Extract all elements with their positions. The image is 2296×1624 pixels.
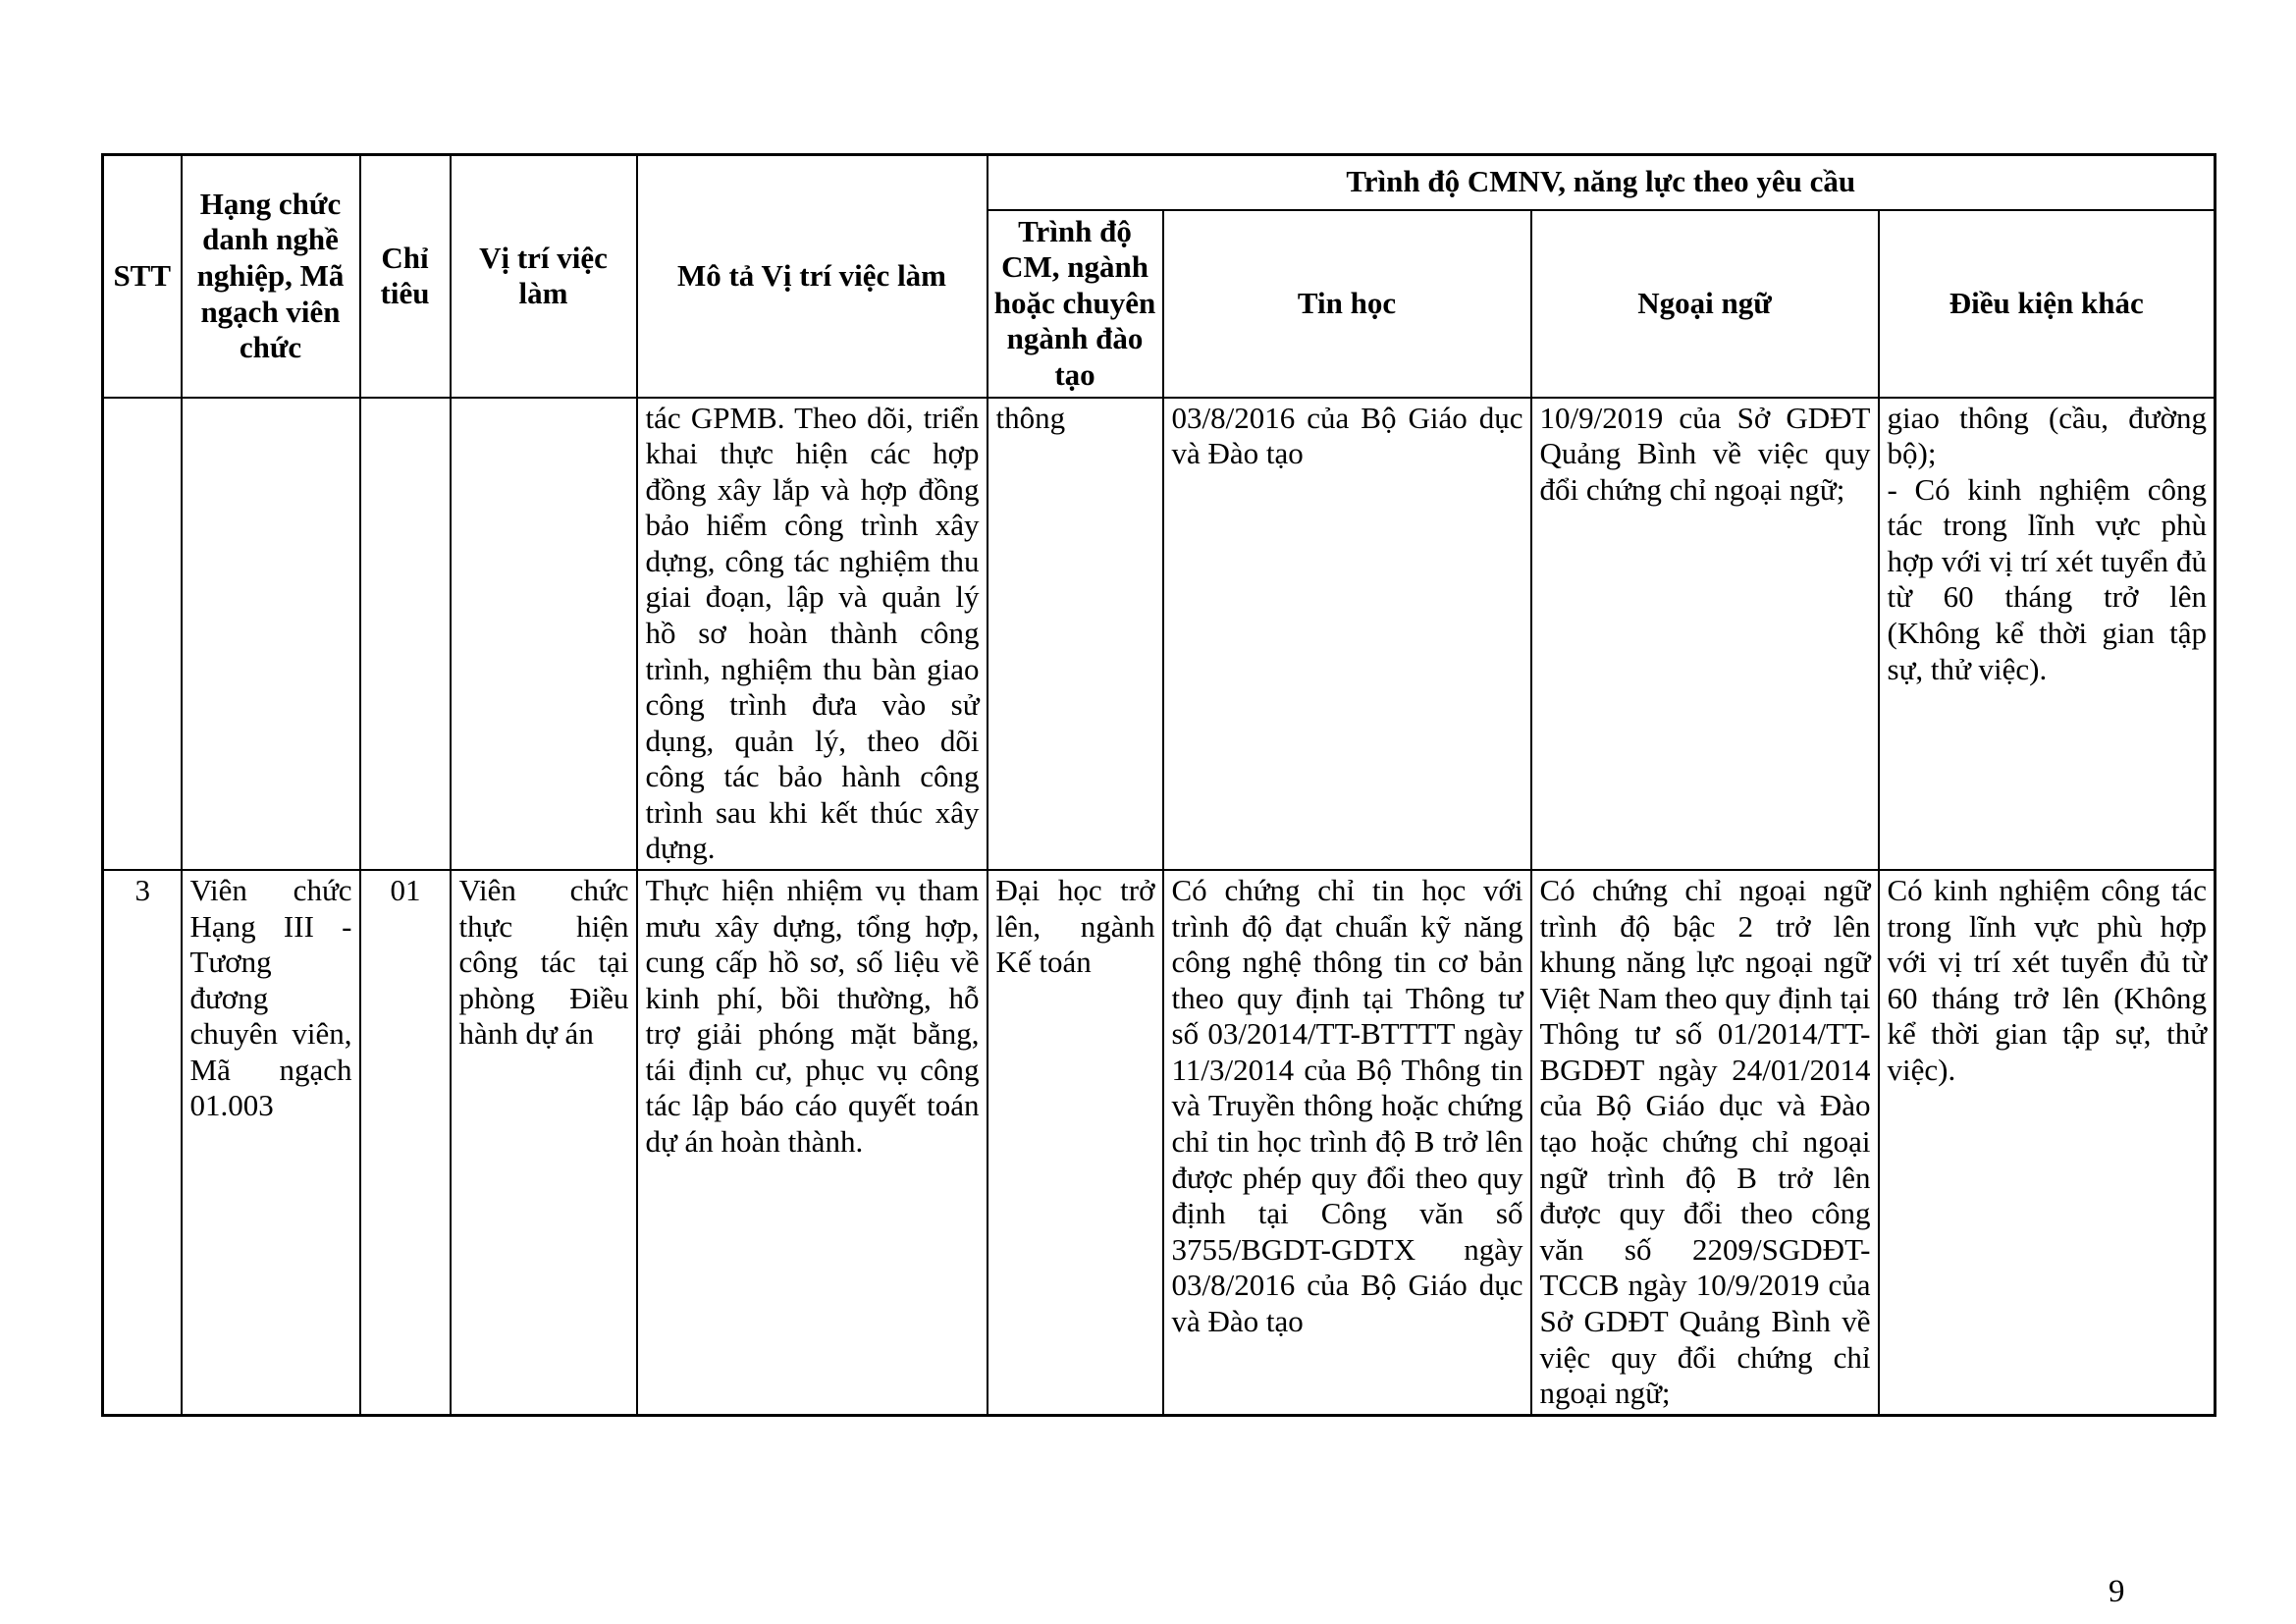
col-header-other-conditions: Điều kiện khác [1879, 210, 2216, 398]
header-row-group [103, 155, 2216, 210]
col-header-position-description: Mô tả Vị trí việc làm [637, 155, 988, 398]
page-number: 9 [2109, 1574, 2125, 1609]
col-header-position: Vị trí việc làm [451, 155, 637, 398]
other-conditions-paragraph: Có kinh nghiệm công tác trong lĩnh vực phù hợp với vị trí xét tuyển đủ từ 60 tháng trở lên (Không kể thời gian tập sự, thử việc). [1887, 873, 2207, 1087]
cell-other-conditions [1879, 398, 2216, 871]
cell-quota [360, 398, 451, 871]
cell-informatics: 03/8/2016 của Bộ Giáo dục và Đào tạo [1163, 398, 1531, 871]
cell-informatics: Có chứng chỉ tin học với trình độ đạt chuẩn kỹ năng công nghệ thông tin cơ bản theo quy định tại Thông tư số 03/2014/TT-BTTTT ngày 11/3/2014 của Bộ Thông tin và Truyền thông hoặc chứng chỉ tin học trình độ B trở lên được phép quy đổi theo quy định tại Công văn số 3755/BGDT-GDTX ngày 03/8/2016 của Bộ Giáo dục và Đào tạo [1163, 870, 1531, 1415]
col-header-qualification-group: Trình độ CMNV, năng lực theo yêu cầu [988, 155, 2216, 210]
col-header-stt: STT [103, 155, 182, 398]
cell-qualification: Đại học trở lên, ngành Kế toán [988, 870, 1163, 1415]
cell-position-description: Thực hiện nhiệm vụ tham mưu xây dựng, tổng hợp, cung cấp hồ sơ, số liệu về kinh phí, bồi thường, hỗ trợ giải phóng mặt bằng, tái định cư, phục vụ công tác lập báo cáo quyết toán dự án hoàn thành. [637, 870, 988, 1415]
table-row-3 [103, 870, 2216, 1415]
col-header-informatics: Tin học [1163, 210, 1531, 398]
job-positions-table [101, 153, 2216, 1417]
cell-stt: 3 [103, 870, 182, 1415]
cell-other-conditions [1879, 870, 2216, 1415]
other-conditions-paragraph: giao thông (cầu, đường bộ); [1887, 400, 2207, 471]
col-header-quota: Chỉ tiêu [360, 155, 451, 398]
cell-foreign-language: Có chứng chỉ ngoại ngữ trình độ bậc 2 trở lên khung năng lực ngoại ngữ Việt Nam theo quy định tại Thông tư số 01/2014/TT-BGDĐT ngày 24/01/2014 của Bộ Giáo dục và Đào tạo hoặc chứng chỉ ngoại ngữ trình độ B trở lên được quy đổi theo công văn số 2209/SGDĐT-TCCB ngày 10/9/2019 của Sở GDĐT Quảng Bình về việc quy đổi chứng chỉ ngoại ngữ; [1531, 870, 1879, 1415]
cell-position: Viên chức thực hiện công tác tại phòng Điều hành dự án [451, 870, 637, 1415]
cell-rank-title: Viên chức Hạng III - Tương đương chuyên viên, Mã ngạch 01.003 [182, 870, 360, 1415]
cell-qualification: thông [988, 398, 1163, 871]
other-conditions-paragraph: - Có kinh nghiệm công tác trong lĩnh vực phù hợp với vị trí xét tuyển đủ từ 60 tháng trở lên (Không kể thời gian tập sự, thử việc). [1887, 471, 2207, 686]
col-header-rank-title: Hạng chức danh nghề nghiệp, Mã ngạch viên chức [182, 155, 360, 398]
cell-position-description: tác GPMB. Theo dõi, triển khai thực hiện các hợp đồng xây lắp và hợp đồng bảo hiểm công trình xây dựng, công tác nghiệm thu giai đoạn, lập và quản lý hồ sơ hoàn thành công trình, nghiệm thu bàn giao công trình đưa vào sử dụng, quản lý, theo dõi công tác bảo hành công trình sau khi kết thúc xây dựng. [637, 398, 988, 871]
cell-position [451, 398, 637, 871]
cell-foreign-language: 10/9/2019 của Sở GDĐT Quảng Bình về việc quy đổi chứng chỉ ngoại ngữ; [1531, 398, 1879, 871]
table-row-continuation [103, 398, 2216, 871]
cell-rank-title [182, 398, 360, 871]
col-header-foreign-language: Ngoại ngữ [1531, 210, 1879, 398]
cell-stt [103, 398, 182, 871]
cell-quota: 01 [360, 870, 451, 1415]
col-header-qualification: Trình độ CM, ngành hoặc chuyên ngành đào tạo [988, 210, 1163, 398]
